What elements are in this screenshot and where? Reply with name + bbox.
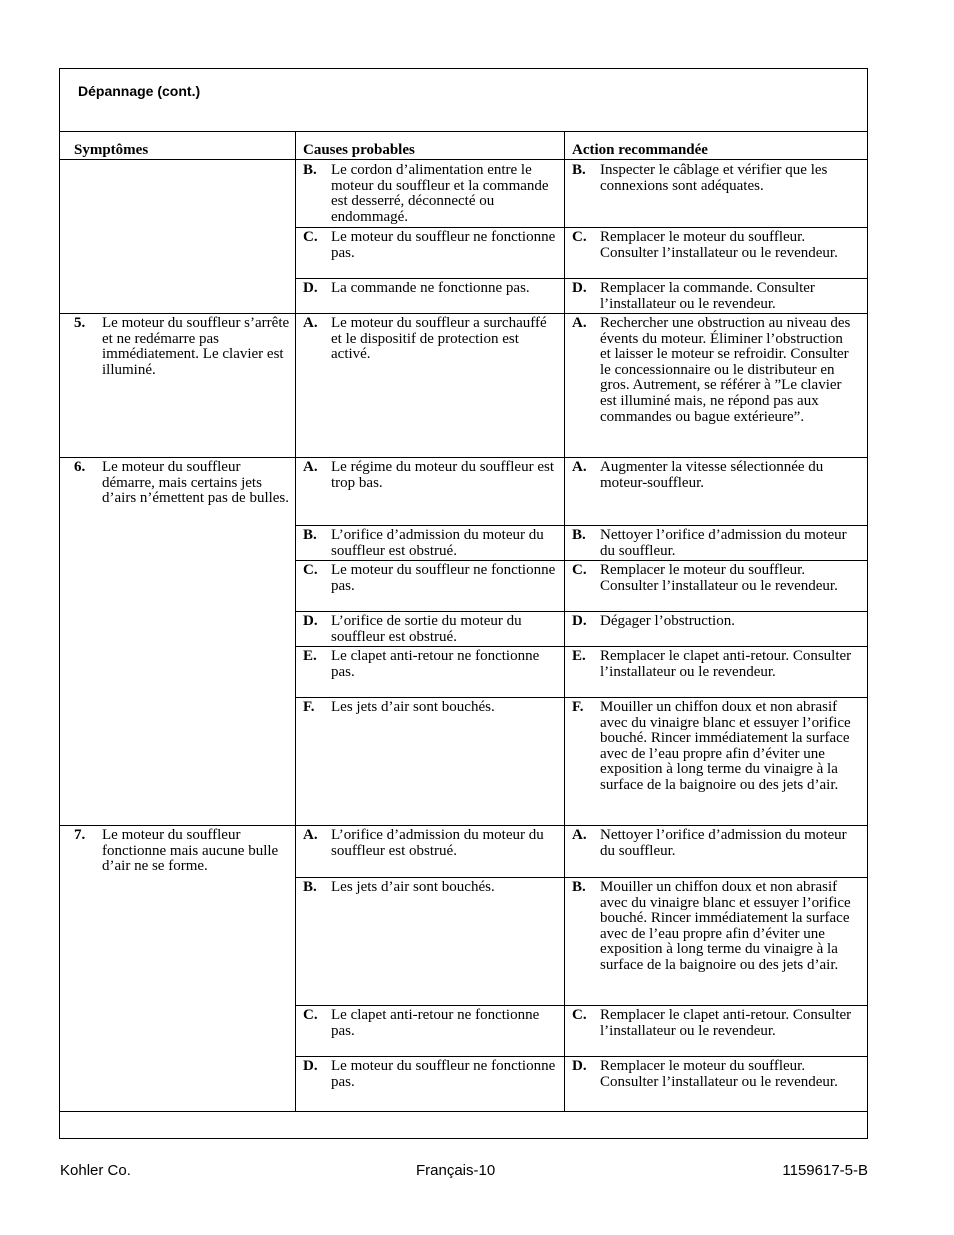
action-letter: B.	[572, 162, 586, 178]
action-letter: B.	[572, 527, 586, 543]
action-letter: D.	[572, 1058, 587, 1074]
action-text: Rechercher une obstruction au niveau des évents du moteur. Éliminer l’obstruction et laisser le moteur se refroidir. Consulter le concessionnaire ou le distributeur en gros. Autrement, se référer à ”Le clavier est illuminé mais, ne répond pas aux commandes ou bague extérieure”.	[600, 315, 851, 425]
header-divider	[60, 159, 867, 160]
action-letter: A.	[572, 315, 587, 331]
row-divider	[60, 457, 867, 458]
action-letter: E.	[572, 648, 586, 664]
cause-letter: D.	[303, 1058, 318, 1074]
row-divider	[295, 1056, 867, 1057]
cause-text: L’orifice d’admission du moteur du souffleur est obstrué.	[331, 527, 544, 559]
cause-letter: C.	[303, 229, 318, 245]
action-text: Nettoyer l’orifice d’admission du moteur du souffleur.	[600, 827, 847, 859]
footer-company: Kohler Co.	[60, 1162, 131, 1179]
cause-text: La commande ne fonctionne pas.	[331, 280, 530, 296]
row-divider	[295, 646, 867, 647]
cause-letter: B.	[303, 162, 317, 178]
cause-text: Le clapet anti-retour ne fonctionne pas.	[331, 648, 540, 680]
symptom-text: Le moteur du souffleur s’arrête et ne redémarre pas immédiatement. Le clavier est illuminé.	[102, 315, 290, 378]
footer-doc-number: 1159617-5-B	[782, 1162, 868, 1179]
row-divider	[60, 825, 867, 826]
action-text: Dégager l’obstruction.	[600, 613, 735, 629]
cause-text: Le régime du moteur du souffleur est trop bas.	[331, 459, 554, 491]
row-divider	[295, 611, 867, 612]
row-divider	[295, 560, 867, 561]
action-letter: D.	[572, 613, 587, 629]
action-letter: B.	[572, 879, 586, 895]
symptom-number: 7.	[74, 827, 86, 843]
row-divider	[295, 227, 867, 228]
cause-letter: B.	[303, 527, 317, 543]
action-text: Mouiller un chiffon doux et non abrasif avec du vinaigre blanc et essuyer l’orifice bouché. Rincer immédiatement la surface avec de l’eau propre afin d’éviter une exposition à long terme du vinaigre à la surface de la baignoire ou des jets d’air.	[600, 699, 851, 793]
action-letter: F.	[572, 699, 584, 715]
column-header-causes: Causes probables	[303, 142, 415, 158]
action-text: Remplacer le moteur du souffleur. Consulter l’installateur ou le revendeur.	[600, 229, 838, 261]
action-text: Remplacer la commande. Consulter l’installateur ou le revendeur.	[600, 280, 815, 312]
troubleshooting-table	[60, 131, 867, 1112]
action-letter: C.	[572, 229, 587, 245]
cause-text: Le moteur du souffleur ne fonctionne pas.	[331, 229, 556, 261]
symptom-text: Le moteur du souffleur fonctionne mais aucune bulle d’air ne se forme.	[102, 827, 279, 875]
row-divider	[60, 313, 867, 314]
action-letter: C.	[572, 562, 587, 578]
action-text: Remplacer le moteur du souffleur. Consulter l’installateur ou le revendeur.	[600, 562, 838, 594]
cause-letter: C.	[303, 562, 318, 578]
action-text: Mouiller un chiffon doux et non abrasif avec du vinaigre blanc et essuyer l’orifice bouché. Rincer immédiatement la surface avec de l’eau propre afin d’éviter une exposition à long terme du vinaigre à la surface de la baignoire ou des jets d’air.	[600, 879, 851, 973]
cause-text: Les jets d’air sont bouchés.	[331, 699, 495, 715]
cause-text: Les jets d’air sont bouchés.	[331, 879, 495, 895]
row-divider	[295, 1005, 867, 1006]
cause-letter: D.	[303, 613, 318, 629]
cause-letter: A.	[303, 827, 318, 843]
footer-page-number: Français-10	[416, 1162, 496, 1179]
column-header-symptoms: Symptômes	[74, 142, 149, 158]
cause-text: Le clapet anti-retour ne fonctionne pas.	[331, 1007, 540, 1039]
cause-letter: D.	[303, 280, 318, 296]
cause-letter: B.	[303, 879, 317, 895]
cause-text: Le cordon d’alimentation entre le moteur du souffleur et la commande est desserré, déconnecté ou endommagé.	[331, 162, 549, 225]
cause-letter: C.	[303, 1007, 318, 1023]
cause-letter: A.	[303, 315, 318, 331]
action-text: Remplacer le clapet anti-retour. Consulter l’installateur ou le revendeur.	[600, 648, 852, 680]
cause-text: Le moteur du souffleur ne fonctionne pas.	[331, 562, 556, 594]
symptom-number: 5.	[74, 315, 86, 331]
action-letter: A.	[572, 827, 587, 843]
action-text: Inspecter le câblage et vérifier que les connexions sont adéquates.	[600, 162, 828, 194]
action-letter: D.	[572, 280, 587, 296]
row-divider	[295, 697, 867, 698]
cause-letter: F.	[303, 699, 315, 715]
action-text: Remplacer le moteur du souffleur. Consulter l’installateur ou le revendeur.	[600, 1058, 838, 1090]
row-divider	[295, 877, 867, 878]
column-header-actions: Action recommandée	[572, 142, 708, 158]
section-title: Dépannage (cont.)	[78, 83, 201, 99]
action-letter: A.	[572, 459, 587, 475]
cause-text: Le moteur du souffleur ne fonctionne pas.	[331, 1058, 556, 1090]
cause-text: L’orifice de sortie du moteur du souffleur est obstrué.	[331, 613, 522, 645]
action-letter: C.	[572, 1007, 587, 1023]
symptom-number: 6.	[74, 459, 86, 475]
cause-text: Le moteur du souffleur a surchauffé et le dispositif de protection est activé.	[331, 315, 547, 363]
symptom-text: Le moteur du souffleur démarre, mais certains jets d’airs n’émettent pas de bulles.	[102, 459, 290, 507]
row-divider	[295, 525, 867, 526]
action-text: Nettoyer l’orifice d’admission du moteur du souffleur.	[600, 527, 847, 559]
troubleshooting-panel	[59, 68, 868, 1139]
cause-text: L’orifice d’admission du moteur du souffleur est obstrué.	[331, 827, 544, 859]
cause-letter: E.	[303, 648, 317, 664]
action-text: Remplacer le clapet anti-retour. Consulter l’installateur ou le revendeur.	[600, 1007, 852, 1039]
cause-letter: A.	[303, 459, 318, 475]
row-divider	[295, 278, 867, 279]
action-text: Augmenter la vitesse sélectionnée du moteur-souffleur.	[600, 459, 824, 491]
